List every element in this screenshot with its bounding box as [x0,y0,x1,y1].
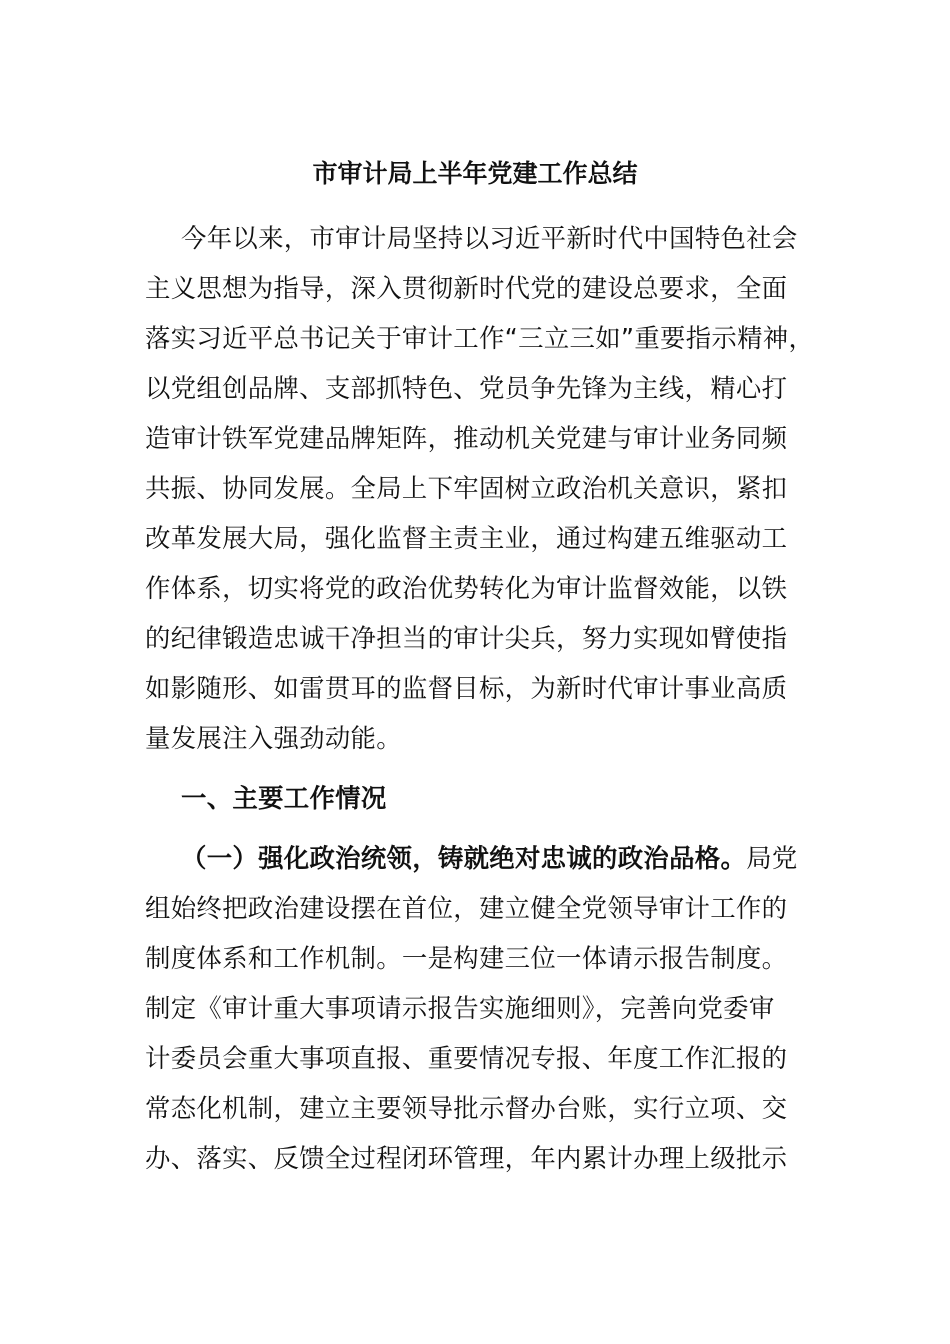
subsection-heading: （一）强化政治统领，铸就绝对忠诚的政治品格。 [181,843,747,873]
paragraph-line: 常态化机制，建立主要领导批示督办台账，实行立项、交 [145,1093,788,1123]
paragraph-line: 落实习近平总书记关于审计工作“三立三如”重要指示精神， [145,323,815,353]
subsection-first-line-rest: 局党 [746,843,798,873]
paragraph-line: 如影随形、如雷贯耳的监督目标，为新时代审计事业高质 [145,673,788,703]
paragraph-line: 量发展注入强劲动能。 [145,723,402,753]
paragraph-line: 作体系，切实将党的政治优势转化为审计监督效能，以铁 [145,573,788,603]
paragraph-line: 组始终把政治建设摆在首位，建立健全党领导审计工作的 [145,893,788,923]
paragraph-line: 造审计铁军党建品牌矩阵，推动机关党建与审计业务同频 [145,423,788,453]
paragraph-line: 的纪律锻造忠诚干净担当的审计尖兵，努力实现如臂使指 [145,623,788,653]
paragraph-line: 以党组创品牌、支部抓特色、党员争先锋为主线，精心打 [145,373,788,403]
paragraph-line: 改革发展大局，强化监督主责主业，通过构建五维驱动工 [145,523,788,553]
section-heading-block [145,773,817,823]
paragraph-line: 制度体系和工作机制。一是构建三位一体请示报告制度。 [145,943,788,973]
paragraph-line: 计委员会重大事项直报、重要情况专报、年度工作汇报的 [145,1043,788,1073]
paragraph-line: 共振、协同发展。全局上下牢固树立政治机关意识，紧扣 [145,473,788,503]
subsection-first-line [145,833,817,883]
intro-paragraph [145,213,817,763]
paragraph-line: 今年以来，市审计局坚持以习近平新时代中国特色社会 [181,223,798,253]
paragraph-line: 制定《审计重大事项请示报告实施细则》，完善向党委审 [145,993,775,1023]
subsection-paragraph [145,833,817,1183]
section-heading: 一、主要工作情况 [181,783,387,813]
paragraph-line: 主义思想为指导，深入贯彻新时代党的建设总要求，全面 [145,273,788,303]
paragraph-line: 办、落实、反馈全过程闭环管理，年内累计办理上级批示 [145,1143,788,1173]
document-title: 市审计局上半年党建工作总结 [312,159,638,188]
